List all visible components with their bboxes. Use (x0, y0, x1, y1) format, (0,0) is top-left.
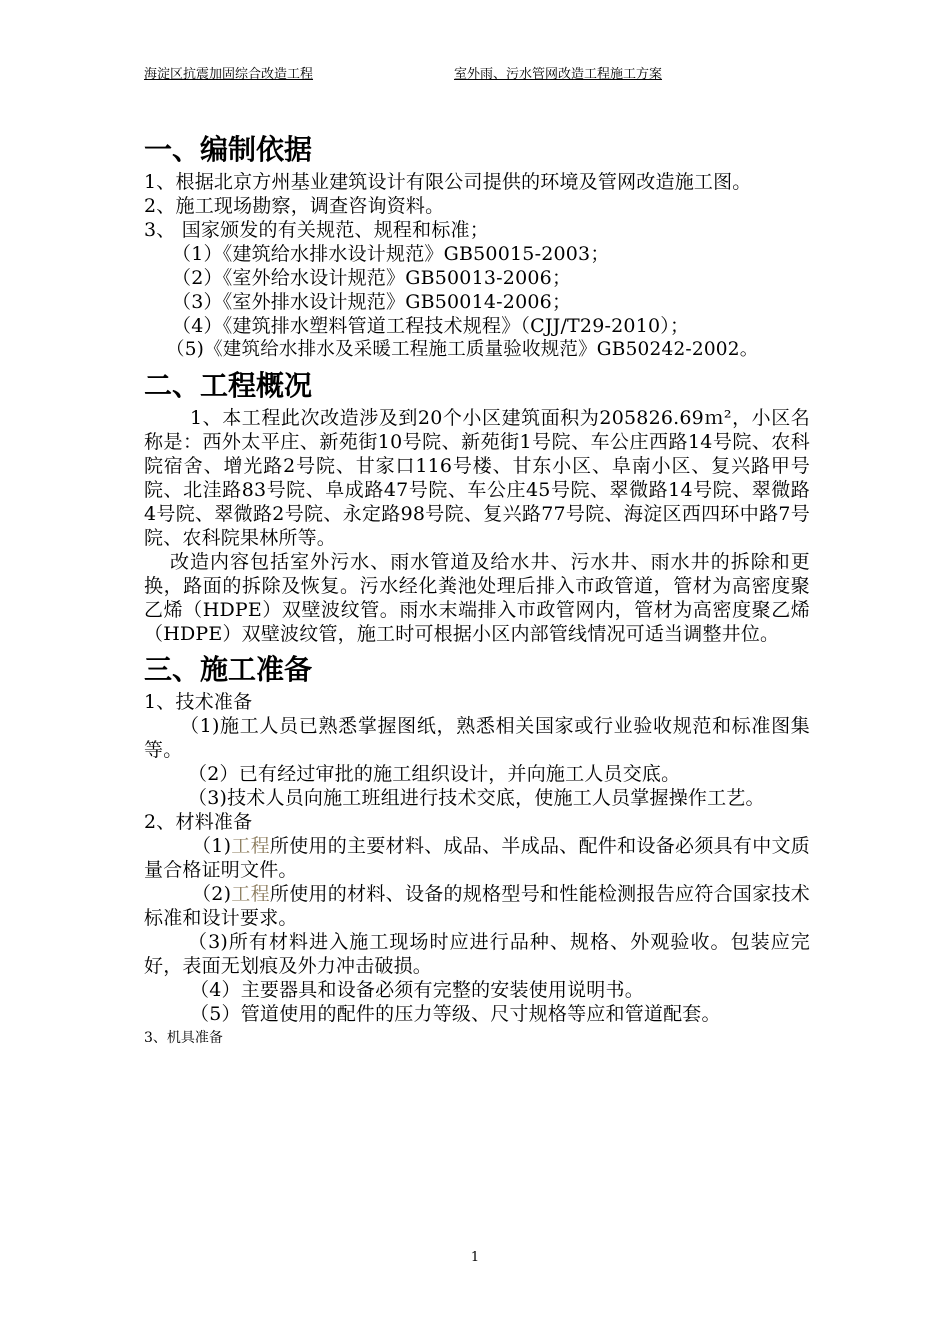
header-document-title: 室外雨、污水管网改造工程施工方案 (454, 67, 663, 82)
material-prep-item-3: （3)所有材料进入施工现场时应进行品种、规格、外观验收。包装应完好，表面无划痕及外力冲击破损。 (144, 931, 810, 977)
material-1-highlight: 工程 (231, 835, 270, 857)
overview-paragraph-2: 改造内容包括室外污水、雨水管道及给水井、污水井、雨水井的拆除和更换，路面的拆除及恢复。污水经化粪池处理后排入市政管道，管材为高密度聚乙烯（HDPE）双壁波纹管。雨水末端排入市政管网内，管材为高密度聚乙烯（HDPE）双壁波纹管，施工时可根据小区内部管线情况可适当调整井位。 (144, 551, 810, 645)
material-prep-heading: 2、材料准备 (144, 811, 253, 833)
standard-4: （4）《建筑排水塑料管道工程技术规程》（CJJ/T29-2010）； (172, 315, 690, 337)
material-prep-item-1 (144, 834, 810, 882)
tech-prep-item-3: （3)技术人员向施工班组进行技术交底，使施工人员掌握操作工艺。 (188, 787, 765, 809)
tech-prep-item-1: （1)施工人员已熟悉掌握图纸，熟悉相关国家或行业验收规范和标准图集等。 (144, 715, 810, 761)
standard-2: （2）《室外给水设计规范》GB50013-2006； (172, 267, 572, 289)
material-2-prefix: （2) (192, 883, 232, 905)
section-1-item-3: 3、 国家颁发的有关规范、规程和标准； (144, 219, 489, 241)
section-1-item-1: 1、根据北京方州基业建筑设计有限公司提供的环境及管网改造施工图。 (144, 171, 752, 193)
material-2-highlight: 工程 (231, 883, 270, 905)
tech-prep-item-2: （2）已有经过审批的施工组织设计，并向施工人员交底。 (188, 763, 681, 785)
page-header (144, 66, 808, 88)
tech-prep-heading: 1、技术准备 (144, 691, 253, 713)
machine-prep-heading: 3、机具准备 (144, 1030, 223, 1046)
section-1-item-2: 2、施工现场勘察，调查咨询资料。 (144, 195, 445, 217)
header-project-name: 海淀区抗震加固综合改造工程 (144, 67, 314, 82)
standard-1: （1）《建筑给水排水设计规范》GB50015-2003； (172, 243, 610, 265)
standard-3: （3）《室外排水设计规范》GB50014-2006； (172, 291, 572, 313)
material-1-text: 所使用的主要材料、成品、半成品、配件和设备必须具有中文质量合格证明文件。 (144, 835, 810, 881)
section-3-title: 三、施工准备 (144, 653, 313, 686)
material-prep-item-5: （5）管道使用的配件的压力等级、尺寸规格等应和管道配套。 (190, 1003, 721, 1025)
material-1-prefix: （1) (192, 835, 232, 857)
material-prep-item-4: （4）主要器具和设备必须有完整的安装使用说明书。 (190, 979, 644, 1001)
section-2-title: 二、工程概况 (144, 369, 313, 402)
page-number: 1 (470, 1250, 480, 1265)
overview-paragraph-1: 1、本工程此次改造涉及到20个小区建筑面积为205826.69ｍ²，小区名称是：西外太平庄、新苑街10号院、新苑街1号院、车公庄西路14号院、农科院宿舍、增光路2号院、甘家口116号楼、甘东小区、阜南小区、复兴路甲号院、北洼路83号院、阜成路47号院、车公庄45号院、翠微路14号院、翠微路4号院、翠微路2号院、永定路98号院、复兴路77号院、海淀区西四环中路7号院、农科院果林所等。 (144, 407, 810, 549)
material-prep-item-2 (144, 882, 810, 930)
material-2-text: 所使用的材料、设备的规格型号和性能检测报告应符合国家技术标准和设计要求。 (144, 883, 810, 929)
standard-5: （5)《建筑给水排水及采暖工程施工质量验收规范》GB50242-2002。 (166, 339, 759, 360)
document-body (144, 130, 810, 1048)
section-1-title: 一、编制依据 (144, 133, 313, 166)
